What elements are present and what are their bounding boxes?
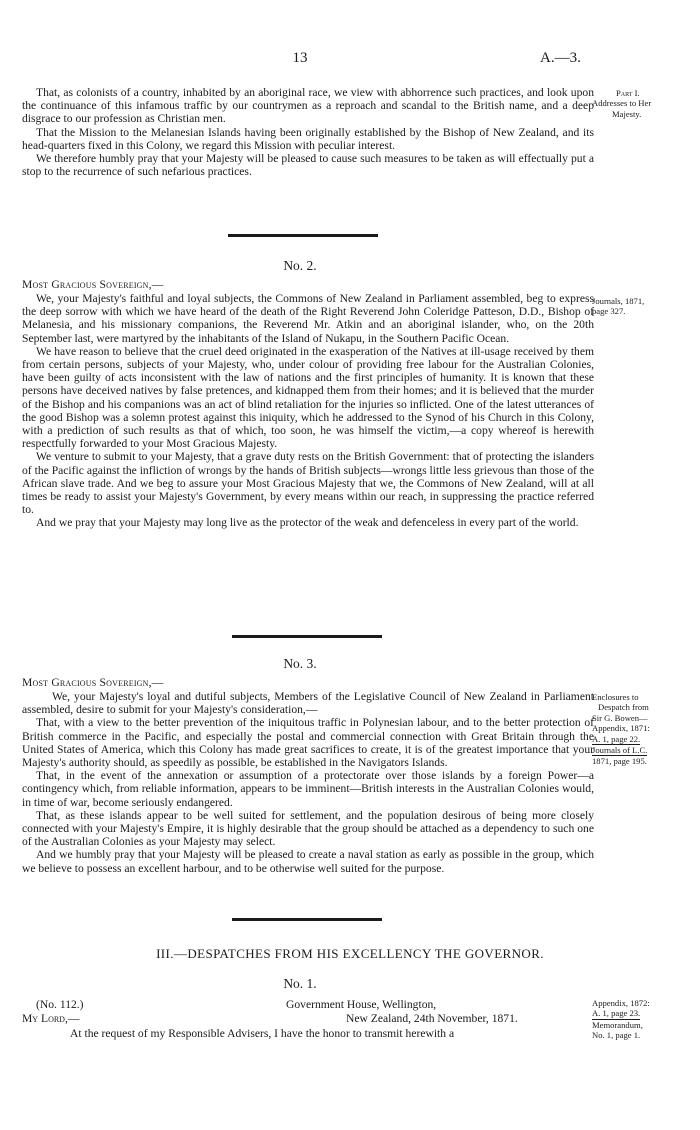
no-3-paragraph-1: We, your Majesty's loyal and dutiful subjects, Members of the Legislative Council of New Zealand in Parliament assembled, desire to submit for your Majesty's consideration,— [22,690,594,717]
intro-text [22,86,594,178]
despatch-body: At the request of my Responsible Advisers, I have the honor to transmit herewith a [70,1027,455,1040]
section-title-no-3: No. 3. [283,656,317,671]
despatch-address-line-2: New Zealand, 24th November, 1871. [346,1012,518,1025]
no-2-paragraph-1: We, your Majesty's faithful and loyal subjects, the Commons of New Zealand in Parliament assembled, beg to express the deep sorrow with which we have heard of the death of the Right Reverend John Coleridge Patteson, D.D., Bishop of Melanesia, and his missionary companions, the Reverend Mr. Atkin and an aboriginal islander, who, on the 20th September last, were martyred by the inhabitants of the Island of Nukapu, in the Southern Pacific Ocean. [22,292,594,345]
despatch-reference: (No. 112.) [36,998,84,1011]
section-divider [232,635,382,638]
no-2-paragraph-4: And we pray that your Majesty may long live as the protector of the weak and defenceless in every part of the world. [36,516,579,530]
margin-note-journals: Journals, 1871, page 327. [592,296,645,317]
no-3-paragraph-2: That, with a view to the better prevention of the iniquitous traffic in Polynesian labour, and to the better protection of British commerce in the Pacific, and especially the postal and commercial connection with Great Britain through the United States of America, which this Colony has made great sacrifices to create, it is of the greatest importance that your Majesty's authority should, as speedily as possible, be established in the Navigators Islands. [22,716,594,770]
despatch-salutation: My Lord,— [22,1012,80,1025]
despatch-title-no-1: No. 1. [283,976,317,991]
intro-paragraph-1: That, as colonists of a country, inhabited by an aboriginal race, we view with abhorrence such practices, and look upon the continuance of this infamous traffic by our countrymen as a reproach and scandal to the British name, and a deep disgrace to our profession as Christian men. [22,86,594,126]
document-code: A.—3. [540,50,581,66]
salutation-no-3: Most Gracious Sovereign,— [22,676,164,689]
intro-paragraph-2: That the Mission to the Melanesian Islands having been originally established by the Bishop of New Zealand, and its head-quarters fixed in this Colony, we regard this Mission with peculiar interest. [22,125,594,152]
intro-paragraph-3: We therefore humbly pray that your Majesty will be pleased to cause such measures to be taken as will effectually put a stop to the recurrence of such nefarious practices. [22,152,594,179]
no-3-paragraph-4: That, as these islands appear to be well suited for settlement, and the population desirous of being more closely connected with your Majesty's Empire, it is highly desirable that the group should be attached as a dependency to such one of the Australian Colonies as your Majesty may select. [22,808,594,849]
margin-note-enclosures: Enclosures to Despatch from Sir G. Bowen— Appendix, 1871: A. 1, page 22. Journals of L.C. 1871, page 195. [592,692,650,767]
section-title-no-2: No. 2. [283,258,317,273]
despatch-address-line-1: Government House, Wellington, [286,998,437,1011]
no-2-text [22,292,594,530]
salutation-no-2: Most Gracious Sovereign,— [22,278,164,291]
no-3-text [22,690,594,875]
section-divider [228,234,378,237]
no-2-paragraph-2: We have reason to believe that the cruel deed originated in the exasperation of the Natives at ill-usage received by them from certain persons, subjects of your Majesty, who, under colour of providing free labour for the Australian Colonies, have been guilty of acts inconsistent with the law of nations and the first principles of humanity. It is known that these persons have deceived natives by false pretences, and kidnapped them from their homes; and it is believed that the murder of the Bishop and his companions was an act of blind retaliation for the injuries so inflicted. One of the latest utterances of the good Bishop was a solemn protest against this iniquity, which he addressed to the Synod of his Church in this Colony, with a prediction of such results as that of which, too soon, he was himself the victim,—a copy whereof is herewith respectfully forwarded to your Most Gracious Majesty. [22,344,594,451]
margin-note-addresses: Part I. Addresses to Her Majesty. [592,88,652,119]
no-3-paragraph-5: And we humbly pray that your Majesty will be pleased to create a naval station as early as possible in the group, which we believe to possess an excellent harbour, and to be otherwise well suited for the purpose. [22,848,594,875]
page-number: 13 [292,50,308,66]
no-2-paragraph-3: We venture to submit to your Majesty, that a grave duty rests on the British Government: that of protecting the islanders of the Pacific against the infliction of wrongs by the hands of British subjects—wrongs little less grievous than those of the African slave trade. And we beg to assure your Most Gracious Majesty that we, the Commons of New Zealand, will at all times be ready to assist your Majesty's Government, by every means within our reach, in suppressing the practice referred to. [22,450,594,517]
margin-note-appendix: Appendix, 1872: A. 1, page 23. Memorandum, No. 1, page 1. [592,998,650,1041]
no-3-paragraph-3: That, in the event of the annexation or assumption of a protectorate over those islands by a foreign Power—a contingency which, from reliable information, appears to be imminent—British interests in the Australian Colonies would, in time of war, become seriously endangered. [22,769,594,809]
despatches-heading: III.—DESPATCHES FROM HIS EXCELLENCY THE GOVERNOR. [156,946,544,961]
section-divider [232,918,382,921]
